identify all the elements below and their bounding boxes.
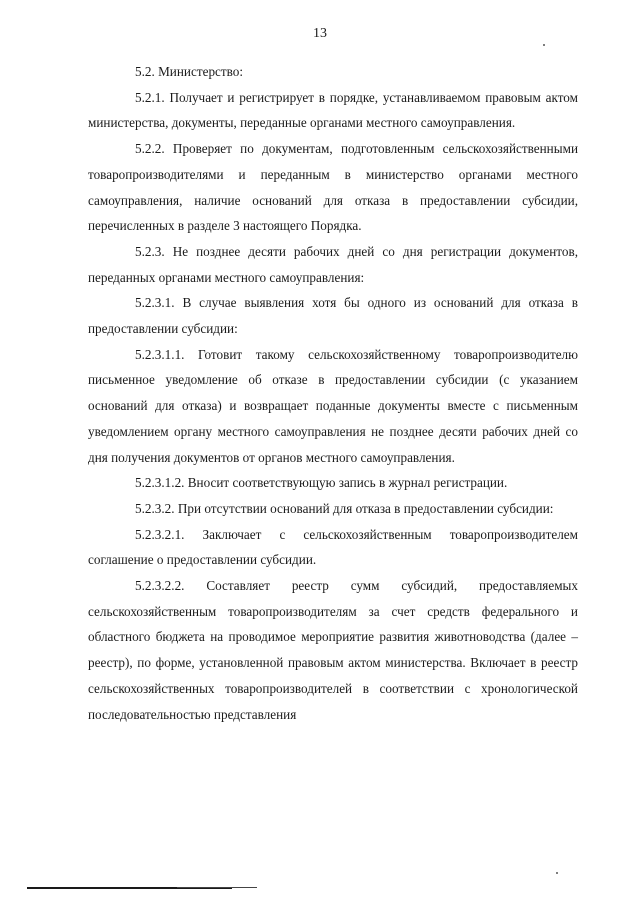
paragraph-5-2-3-1-1: 5.2.3.1.1. Готовит такому сельскохозяйственному товаропроизводителю письменное уведомление об отказе в предоставлении субсидии (с указанием оснований для отказа) и возвращает поданные документы вместе с письменным уведомлением органу местного самоуправления не позднее десяти рабочих дней со дня получения документов от органов местного самоуправления. bbox=[88, 346, 578, 465]
paragraph-5-2-3-1-2: 5.2.3.1.2. Вносит соответствующую запись в журнал регистрации. bbox=[135, 475, 508, 491]
paragraph-5-2-3: 5.2.3. Не позднее десяти рабочих дней со дня регистрации документов, переданных органами местного самоуправления: bbox=[88, 243, 578, 285]
paragraph-5-2-1: 5.2.1. Получает и регистрирует в порядке, устанавливаемом правовым актом министерства, документы, переданные органами местного самоуправления. bbox=[88, 89, 578, 131]
paragraph-5-2-3-2-1: 5.2.3.2.1. Заключает с сельскохозяйственным товаропроизводителем соглашение о предоставлении субсидии. bbox=[88, 526, 578, 568]
paragraph-5-2-3-1: 5.2.3.1. В случае выявления хотя бы одного из оснований для отказа в предоставлении субсидии: bbox=[88, 295, 578, 337]
paragraph-5-2: 5.2. Министерство: bbox=[135, 64, 244, 79]
paragraph-5-2-3-2: 5.2.3.2. При отсутствии оснований для отказа в предоставлении субсидии: bbox=[135, 500, 554, 516]
footer-rule bbox=[27, 887, 232, 889]
footer-rule-tail bbox=[177, 887, 257, 888]
paragraph-5-2-3-2-2: 5.2.3.2.2. Составляет реестр сумм субсидий, предоставляемых сельскохозяйственным товаропроизводителям за счет средств федерального и областного бюджета на проводимое мероприятие развития животноводства (далее – реестр), по форме, установленной правовым актом министерства. Включает в реестр сельскохозяйственных товаропроизводителей в соответствии с хронологической последовательностью представления bbox=[88, 578, 578, 722]
document-body bbox=[88, 59, 578, 727]
scan-speck bbox=[543, 44, 545, 46]
page-number: 13 bbox=[313, 26, 327, 41]
scan-speck bbox=[556, 872, 558, 874]
paragraph-5-2-2: 5.2.2. Проверяет по документам, подготовленным сельскохозяйственными товаропроизводителями и переданным в министерство органами местного самоуправления, наличие оснований для отказа в предоставлении субсидии, перечисленных в разделе 3 настоящего Порядка. bbox=[88, 141, 578, 234]
